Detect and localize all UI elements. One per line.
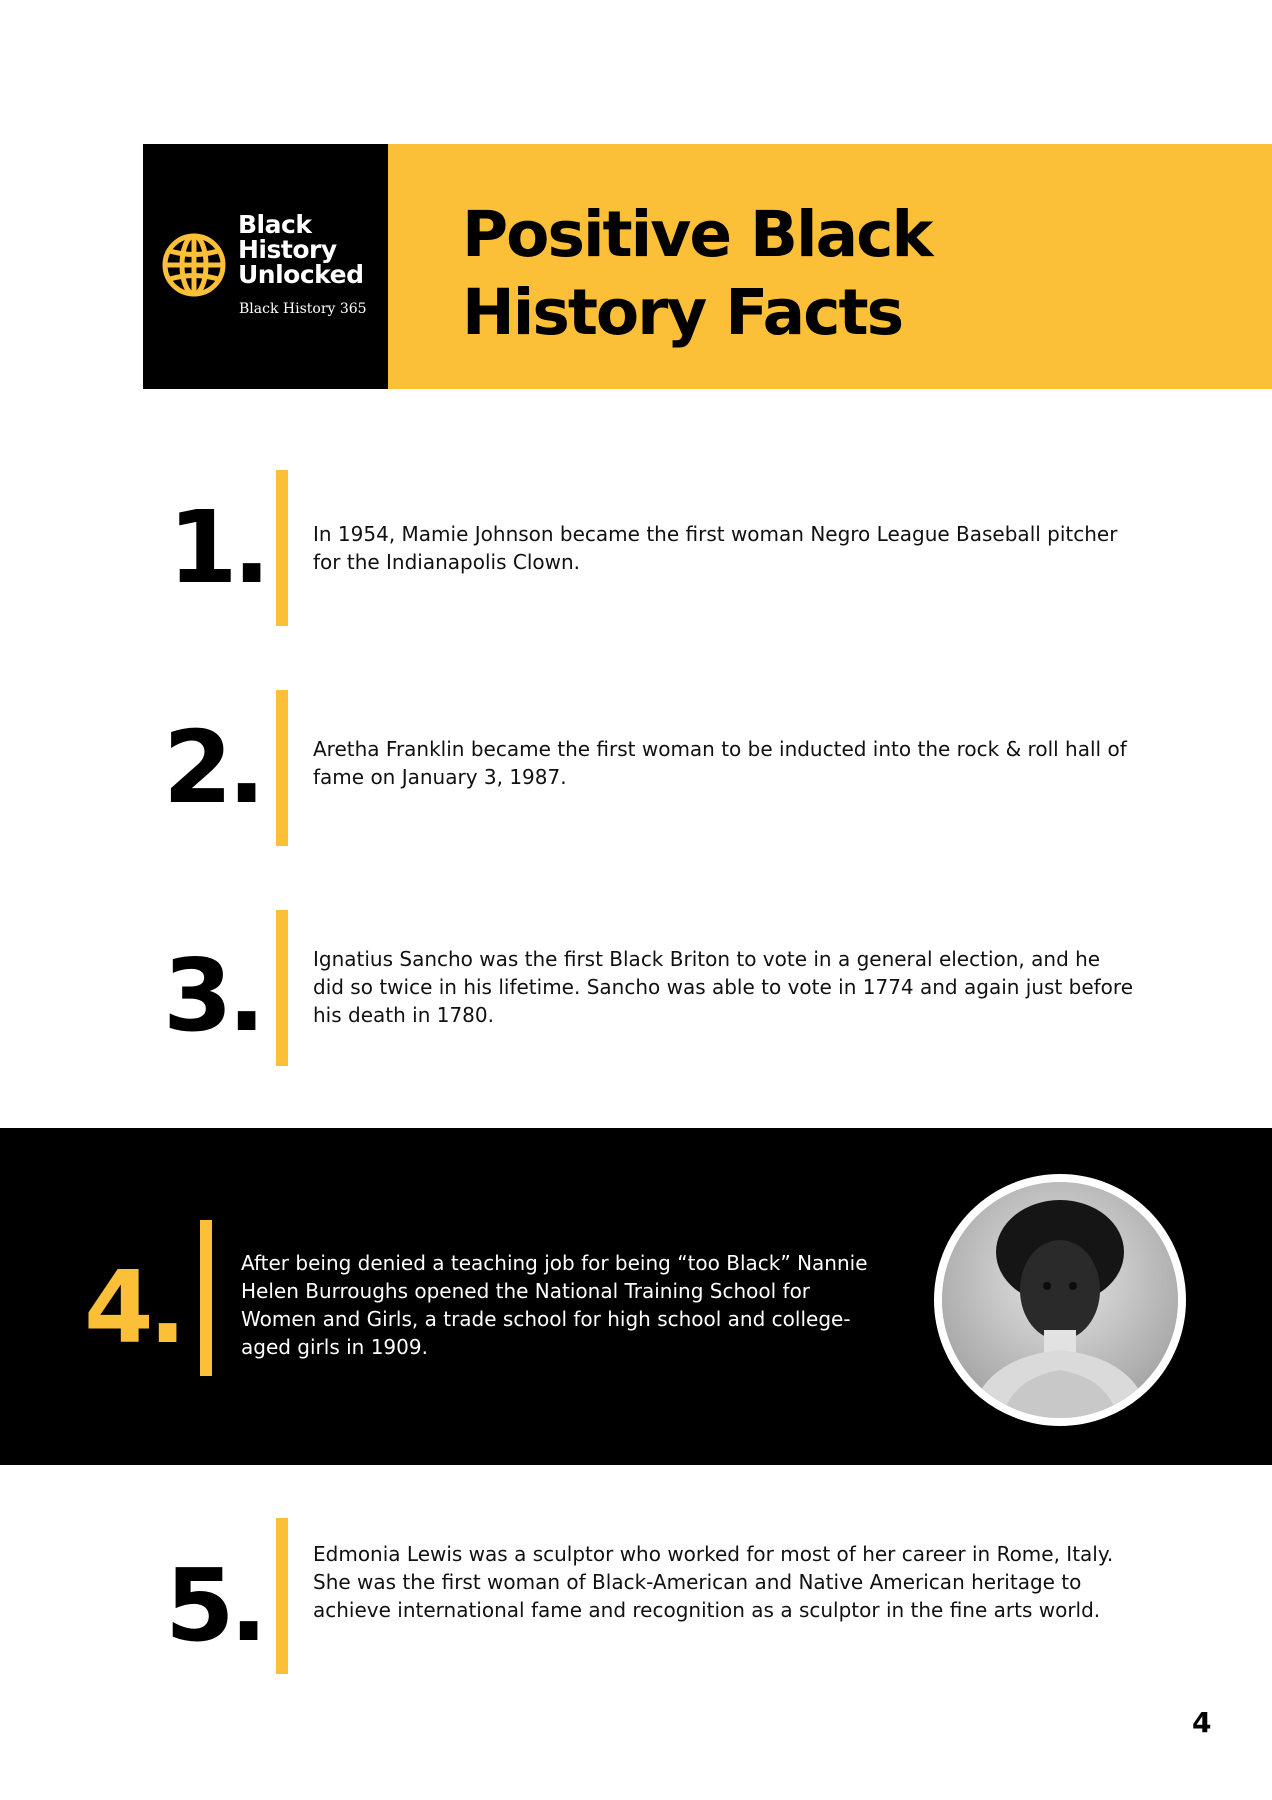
page-title-line: History Facts: [462, 276, 903, 349]
brand-subtitle: Black History 365: [239, 301, 367, 317]
fact-text: Edmonia Lewis was a sculptor who worked for most of her career in Rome, Italy. She was the first woman of Black-American and Native American heritage to achieve international fame and recognition as a sculptor in the fine arts world.: [313, 1542, 1114, 1622]
fact-number: 2.: [163, 709, 261, 826]
portrait-photo: [934, 1174, 1186, 1426]
title-banner: [388, 144, 1272, 389]
fact-item-4: [0, 1220, 900, 1376]
fact-text: Ignatius Sancho was the first Black Briton to vote in a general election, and he did so twice in his lifetime. Sancho was able to vote in 1774 and again just before his death in 1780.: [313, 947, 1133, 1027]
fact-item-1: [0, 470, 1272, 626]
fact-divider: [276, 690, 288, 846]
fact-divider: [276, 1518, 288, 1674]
fact-divider: [276, 470, 288, 626]
fact-item-2: [0, 690, 1272, 846]
fact-text: In 1954, Mamie Johnson became the first woman Negro League Baseball pitcher for the Indianapolis Clown.: [313, 522, 1118, 574]
fact-divider: [276, 910, 288, 1066]
page-title-line: Positive Black: [462, 198, 932, 271]
brand-name-line: History: [238, 235, 337, 264]
fact-divider: [200, 1220, 212, 1376]
fact-number: 5.: [165, 1547, 263, 1664]
brand-name: [238, 212, 383, 287]
fact-text: Aretha Franklin became the first woman to be inducted into the rock & roll hall of fame on January 3, 1987.: [313, 737, 1127, 789]
brand-logo: [143, 144, 388, 389]
page-number: 4: [1192, 1706, 1212, 1739]
fact-text: After being denied a teaching job for being “too Black” Nannie Helen Burroughs opened the National Training School for Women and Girls, a trade school for high school and college-aged girls in 1909.: [241, 1251, 868, 1359]
featured-fact-band: [0, 1128, 1272, 1465]
fact-number: 4.: [84, 1249, 182, 1366]
fact-number: 3.: [163, 937, 261, 1054]
fact-item-3: [0, 910, 1272, 1066]
fact-number: 1.: [168, 489, 266, 606]
page-title: [462, 196, 1062, 352]
brand-name-line: Black: [238, 210, 312, 239]
brand-name-line: Unlocked: [238, 260, 364, 289]
fact-item-5: [0, 1518, 1272, 1674]
globe-icon: [161, 232, 227, 298]
